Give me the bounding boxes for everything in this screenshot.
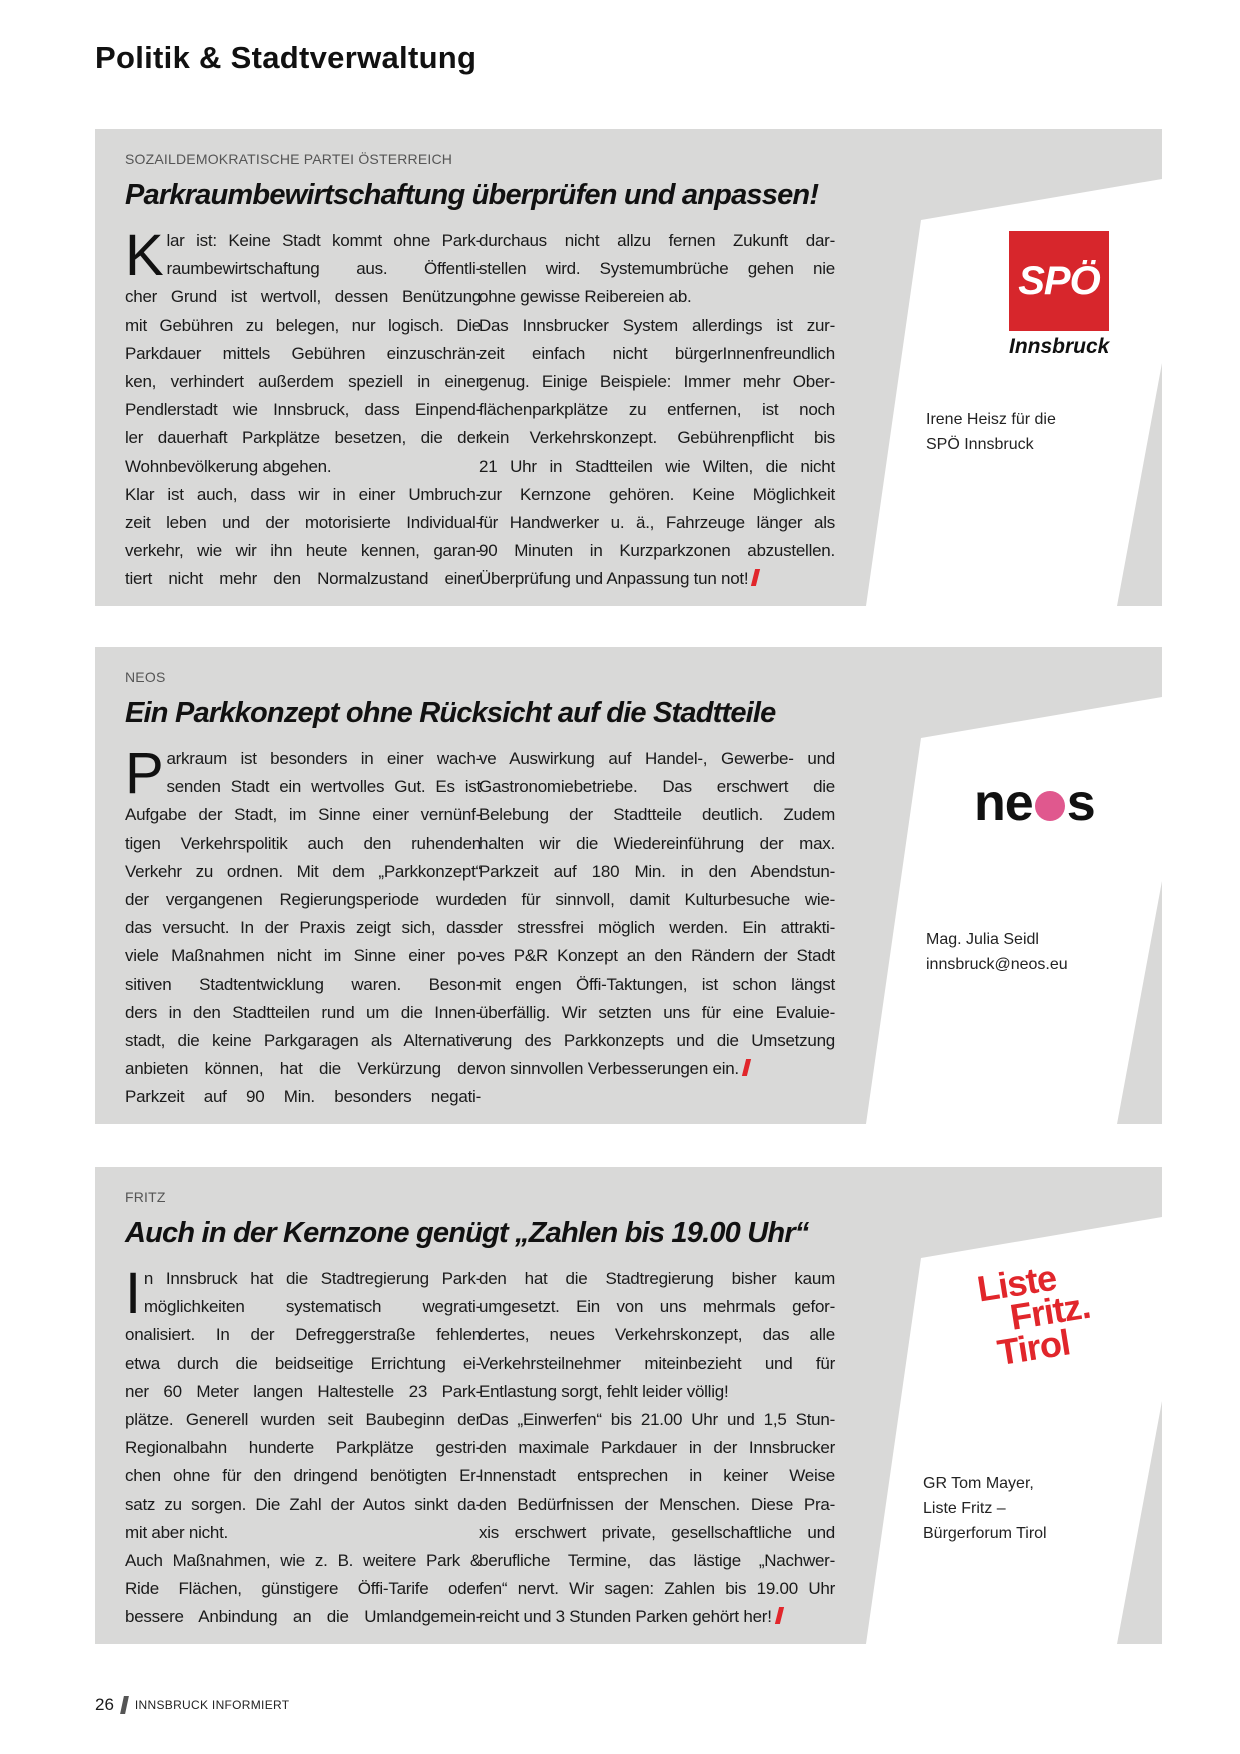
text-line-content: ner 60 Meter langen Haltestelle 23 Park- <box>125 1381 481 1401</box>
text-line <box>125 1321 481 1349</box>
text-line-content: ohne gewisse Reibereien ab. <box>479 287 692 307</box>
text-line <box>125 565 481 593</box>
article-headline: Parkraumbewirtschaftung überprüfen und anpassen! <box>125 179 819 211</box>
text-line <box>479 396 835 424</box>
text-line-content: kein Verkehrskonzept. Gebührenpflicht bis <box>479 428 835 448</box>
text-line-content: raumbewirtschaftung aus. Öffentli- <box>166 259 481 279</box>
text-line <box>479 886 835 914</box>
text-line-content: das versucht. In der Praxis zeigt sich, dass <box>125 918 481 938</box>
text-line <box>125 914 481 942</box>
logo-line: Liste <box>974 1256 1059 1310</box>
text-line <box>479 565 835 593</box>
text-line-content: lar ist: Keine Stadt kommt ohne Park- <box>166 231 481 250</box>
text-line-content: chen ohne für den dringend benötigten Er- <box>125 1466 481 1486</box>
text-line <box>479 1491 835 1519</box>
text-line-content: durchaus nicht allzu fernen Zukunft dar- <box>479 231 835 250</box>
text-line <box>125 1055 481 1083</box>
text-line-content: ves P&R Konzept an den Rändern der Stadt <box>479 946 835 966</box>
text-line <box>479 999 835 1027</box>
text-line-content: Belebung der Stadtteile deutlich. Zudem <box>479 805 835 825</box>
text-line <box>125 773 481 801</box>
text-line-content: stadt, die keine Parkgaragen als Alternative <box>125 1030 481 1050</box>
text-line <box>125 1603 481 1631</box>
text-line <box>479 914 835 942</box>
drop-cap: K <box>125 223 164 288</box>
text-line <box>479 1293 835 1321</box>
text-line-content: Regionalbahn hunderte Parkplätze gestri- <box>125 1438 481 1458</box>
end-mark-icon <box>751 569 760 586</box>
text-column-1 <box>125 223 481 593</box>
logo-line: Fritz. <box>1007 1284 1093 1338</box>
text-line <box>125 1519 481 1547</box>
text-line-content: Parkzeit auf 180 Min. in den Abendstun- <box>479 861 835 881</box>
text-line <box>479 971 835 999</box>
text-line-content: für Handwerker u. ä., Fahrzeuge länger als <box>479 512 835 532</box>
page-title: Politik & Stadtverwaltung <box>95 40 477 75</box>
text-line-content: rung des Parkkonzepts und die Umsetzung <box>479 1030 835 1050</box>
text-line-content: xis erschwert private, gesellschaftliche und <box>479 1522 835 1542</box>
text-line <box>125 368 481 396</box>
text-line <box>125 801 481 829</box>
text-line-content: n Innsbruck hat die Stadtregierung Park- <box>143 1269 481 1288</box>
party-label: SOZAILDEMOKRATISCHE PARTEI ÖSTERREICH <box>125 151 453 167</box>
text-line-content: senden Stadt ein wertvolles Gut. Es ist <box>166 777 481 797</box>
text-line-content: flächenparkplätze zu entfernen, ist noch <box>479 400 835 420</box>
article-spo <box>95 129 1162 606</box>
text-line-content: onalisiert. In der Defreggerstraße fehlen <box>125 1325 481 1345</box>
text-line <box>125 283 481 311</box>
text-line <box>479 255 835 283</box>
text-line-content: ler dauerhaft Parkplätze besetzen, die der <box>125 428 481 448</box>
text-line <box>479 1027 835 1055</box>
text-line <box>125 1406 481 1434</box>
text-line-content: halten wir die Wiedereinführung der max. <box>479 833 835 853</box>
text-line-content: Klar ist auch, dass wir in einer Umbruch- <box>125 484 481 504</box>
author-credit <box>926 927 1068 977</box>
text-line-content: Entlastung sorgt, fehlt leider völlig! <box>479 1381 729 1401</box>
text-line-content: den Bedürfnissen der Menschen. Diese Pra- <box>479 1494 835 1514</box>
publication-name: INNSBRUCK INFORMIERT <box>134 1698 290 1712</box>
text-line <box>125 1350 481 1378</box>
text-line-content: den hat die Stadtregierung bisher kaum <box>479 1269 835 1288</box>
text-line <box>125 312 481 340</box>
text-line <box>479 283 835 311</box>
text-line <box>125 1265 481 1293</box>
text-line-content: Ride Flächen, günstigere Öffi-Tarife oder <box>125 1579 481 1599</box>
text-line <box>125 1462 481 1490</box>
credit-line: Liste Fritz – <box>923 1500 1006 1517</box>
text-line <box>479 1378 835 1406</box>
text-line <box>125 340 481 368</box>
author-credit <box>926 407 1056 457</box>
text-line <box>125 942 481 970</box>
text-line <box>125 1547 481 1575</box>
text-line <box>125 1434 481 1462</box>
text-line-content: Wohnbevölkerung abgehen. <box>125 456 332 476</box>
text-column-2 <box>479 745 835 1083</box>
credit-line: innsbruck@neos.eu <box>926 956 1068 973</box>
text-line <box>125 537 481 565</box>
end-mark-icon <box>775 1607 784 1624</box>
party-logo <box>1009 231 1109 359</box>
text-line <box>479 942 835 970</box>
text-line-content: Innenstadt entsprechen in keiner Weise <box>479 1466 835 1486</box>
author-credit <box>923 1471 1047 1546</box>
text-line <box>479 1265 835 1293</box>
text-line-content: sitiven Stadtentwicklung waren. Beson- <box>125 974 481 994</box>
page-number: 26 <box>95 1695 114 1714</box>
neos-logo-text-start: ne <box>974 774 1033 832</box>
text-line-content: Aufgabe der Stadt, im Sinne einer vernünf- <box>125 805 481 825</box>
credit-line: Irene Heisz für die <box>926 411 1056 428</box>
text-line <box>479 1575 835 1603</box>
text-line <box>125 453 481 481</box>
text-line-content: der stressfrei möglich werden. Ein attrakti- <box>479 918 835 938</box>
speech-bubble-icon <box>1035 791 1065 821</box>
text-line <box>125 1027 481 1055</box>
text-line <box>479 773 835 801</box>
text-line-content: genug. Einige Beispiele: Immer mehr Ober- <box>479 371 835 391</box>
credit-line: Bürgerforum Tirol <box>923 1525 1047 1542</box>
text-column-2 <box>479 227 835 593</box>
text-line <box>479 858 835 886</box>
text-line-content: viele Maßnahmen nicht im Sinne einer po- <box>125 946 481 966</box>
text-line <box>479 509 835 537</box>
text-line <box>125 255 481 283</box>
text-line <box>479 745 835 773</box>
article-headline: Ein Parkkonzept ohne Rücksicht auf die Stadtteile <box>125 697 776 729</box>
liste-fritz-logo <box>974 1256 1097 1374</box>
text-line-content: mit Gebühren zu belegen, nur logisch. Die <box>125 315 481 335</box>
text-line <box>125 1575 481 1603</box>
text-line-content: 90 Minuten in Kurzparkzonen abzustellen. <box>479 541 835 561</box>
text-line-content: cher Grund ist wertvoll, dessen Benützung <box>125 287 481 307</box>
text-line-content: Pendlerstadt wie Innsbruck, dass Einpend- <box>125 400 481 420</box>
text-column-1 <box>125 1261 481 1631</box>
text-line-content: ve Auswirkung auf Handel-, Gewerbe- und <box>479 749 835 768</box>
neos-logo <box>974 773 1095 833</box>
text-column-2 <box>479 1265 835 1631</box>
text-line <box>479 340 835 368</box>
text-line-content: umgesetzt. Ein von uns mehrmals gefor- <box>479 1297 835 1317</box>
article-fritz <box>95 1167 1162 1644</box>
text-line-content: anbieten können, hat die Verkürzung der <box>125 1059 481 1079</box>
text-line <box>479 1519 835 1547</box>
credit-line: SPÖ Innsbruck <box>926 436 1034 453</box>
party-label: NEOS <box>125 669 166 685</box>
text-line <box>479 424 835 452</box>
text-line-content: stellen wird. Systemumbrüche gehen nie <box>479 259 835 279</box>
text-line <box>125 481 481 509</box>
text-line-content: Parkzeit auf 90 Min. besonders negati- <box>125 1087 481 1107</box>
text-line <box>479 1462 835 1490</box>
text-line-content: Das „Einwerfen“ bis 21.00 Uhr und 1,5 Stun- <box>479 1409 835 1429</box>
text-line-content: von sinnvollen Verbesserungen ein. <box>479 1059 739 1079</box>
text-line-content: ders in den Stadtteilen rund um die Innen- <box>125 1002 481 1022</box>
text-line <box>125 227 481 255</box>
text-line-content: plätze. Generell wurden seit Baubeginn der <box>125 1409 481 1429</box>
drop-cap: P <box>125 741 164 806</box>
text-line-content: zeit einfach nicht bürgerInnenfreundlich <box>479 343 835 363</box>
text-line-content: mit engen Öffi-Taktungen, ist schon längst <box>479 974 835 994</box>
text-line <box>125 1491 481 1519</box>
page-footer <box>95 1695 289 1715</box>
party-logo <box>974 1256 1093 1374</box>
party-logo <box>974 773 1095 833</box>
spo-logo-mark: SPÖ <box>1009 231 1109 331</box>
article-headline: Auch in der Kernzone genügt „Zahlen bis 19.00 Uhr“ <box>125 1217 809 1249</box>
article-neos <box>95 647 1162 1124</box>
text-line-content: Parkdauer mittels Gebühren einzuschrän- <box>125 343 481 363</box>
text-line <box>479 453 835 481</box>
text-line <box>125 396 481 424</box>
credit-line: GR Tom Mayer, <box>923 1475 1034 1492</box>
text-line <box>479 1434 835 1462</box>
text-line-content: der vergangenen Regierungsperiode wurde <box>125 889 481 909</box>
text-line <box>479 481 835 509</box>
text-line <box>125 424 481 452</box>
text-line-content: den maximale Parkdauer in der Innsbrucker <box>479 1438 835 1458</box>
text-line <box>125 971 481 999</box>
text-line-content: Verkehr zu ordnen. Mit dem „Parkkonzept“ <box>125 861 481 881</box>
text-line-content: Auch Maßnahmen, wie z. B. weitere Park & <box>125 1550 481 1570</box>
text-line-content: arkraum ist besonders in einer wach- <box>166 749 481 768</box>
end-mark-icon <box>742 1059 751 1076</box>
text-line-content: dertes, neues Verkehrskonzept, das alle <box>479 1325 835 1345</box>
text-line <box>479 1350 835 1378</box>
text-line-content: den für sinnvoll, damit Kulturbesuche wie- <box>479 889 835 909</box>
text-line-content: verkehr, wie wir ihn heute kennen, garan- <box>125 541 481 561</box>
text-line <box>125 999 481 1027</box>
text-line <box>479 801 835 829</box>
text-line-content: überfällig. Wir setzten uns für eine Evaluie- <box>479 1002 835 1022</box>
logo-line: Tirol <box>994 1321 1073 1374</box>
text-line <box>125 1293 481 1321</box>
text-line <box>479 227 835 255</box>
text-line-content: Gastronomiebetriebe. Das erschwert die <box>479 777 835 797</box>
text-line-content: ken, verhindert außerdem speziell in einer <box>125 371 481 391</box>
text-line <box>479 1603 835 1631</box>
text-line-content: Das Innsbrucker System allerdings ist zur- <box>479 315 835 335</box>
text-line <box>125 1083 481 1111</box>
text-line-content: Überprüfung und Anpassung tun not! <box>479 569 749 589</box>
text-line <box>479 537 835 565</box>
text-line <box>479 1321 835 1349</box>
text-line <box>125 830 481 858</box>
text-line <box>125 1378 481 1406</box>
party-label: FRITZ <box>125 1189 166 1205</box>
text-line-content: etwa durch die beidseitige Errichtung ei- <box>125 1353 481 1373</box>
text-line-content: tigen Verkehrspolitik auch den ruhenden <box>125 833 481 853</box>
text-line-content: tiert nicht mehr den Normalzustand einer <box>125 569 481 589</box>
text-line <box>479 1547 835 1575</box>
text-line-content: Verkehrsteilnehmer miteinbezieht und für <box>479 1353 835 1373</box>
text-line-content: reicht und 3 Stunden Parken gehört her! <box>479 1607 772 1627</box>
text-line <box>479 1055 835 1083</box>
slash-mark-icon <box>120 1696 129 1714</box>
text-line <box>479 368 835 396</box>
text-line <box>125 886 481 914</box>
text-line <box>125 858 481 886</box>
text-line-content: satz zu sorgen. Die Zahl der Autos sinkt da- <box>125 1494 481 1514</box>
text-line <box>125 745 481 773</box>
neos-logo-text-end: s <box>1066 774 1095 832</box>
text-line-content: 21 Uhr in Stadtteilen wie Wilten, die nicht <box>479 456 835 476</box>
text-line-content: berufliche Termine, das lästige „Nachwer- <box>479 1550 835 1570</box>
credit-line: Mag. Julia Seidl <box>926 931 1039 948</box>
text-line <box>479 830 835 858</box>
text-column-1 <box>125 741 481 1111</box>
spo-logo-city: Innsbruck <box>1009 335 1110 358</box>
text-line-content: fen“ nervt. Wir sagen: Zahlen bis 19.00 Uhr <box>479 1579 835 1599</box>
text-line <box>479 312 835 340</box>
text-line <box>125 509 481 537</box>
text-line-content: bessere Anbindung an die Umlandgemein- <box>125 1607 481 1627</box>
text-line <box>479 1406 835 1434</box>
text-line-content: möglichkeiten systematisch wegrati- <box>143 1297 481 1317</box>
text-line-content: zeit leben und der motorisierte Individual- <box>125 512 481 532</box>
drop-cap: I <box>125 1261 141 1326</box>
text-line-content: zur Kernzone gehören. Keine Möglichkeit <box>479 484 835 504</box>
text-line-content: mit aber nicht. <box>125 1522 229 1542</box>
